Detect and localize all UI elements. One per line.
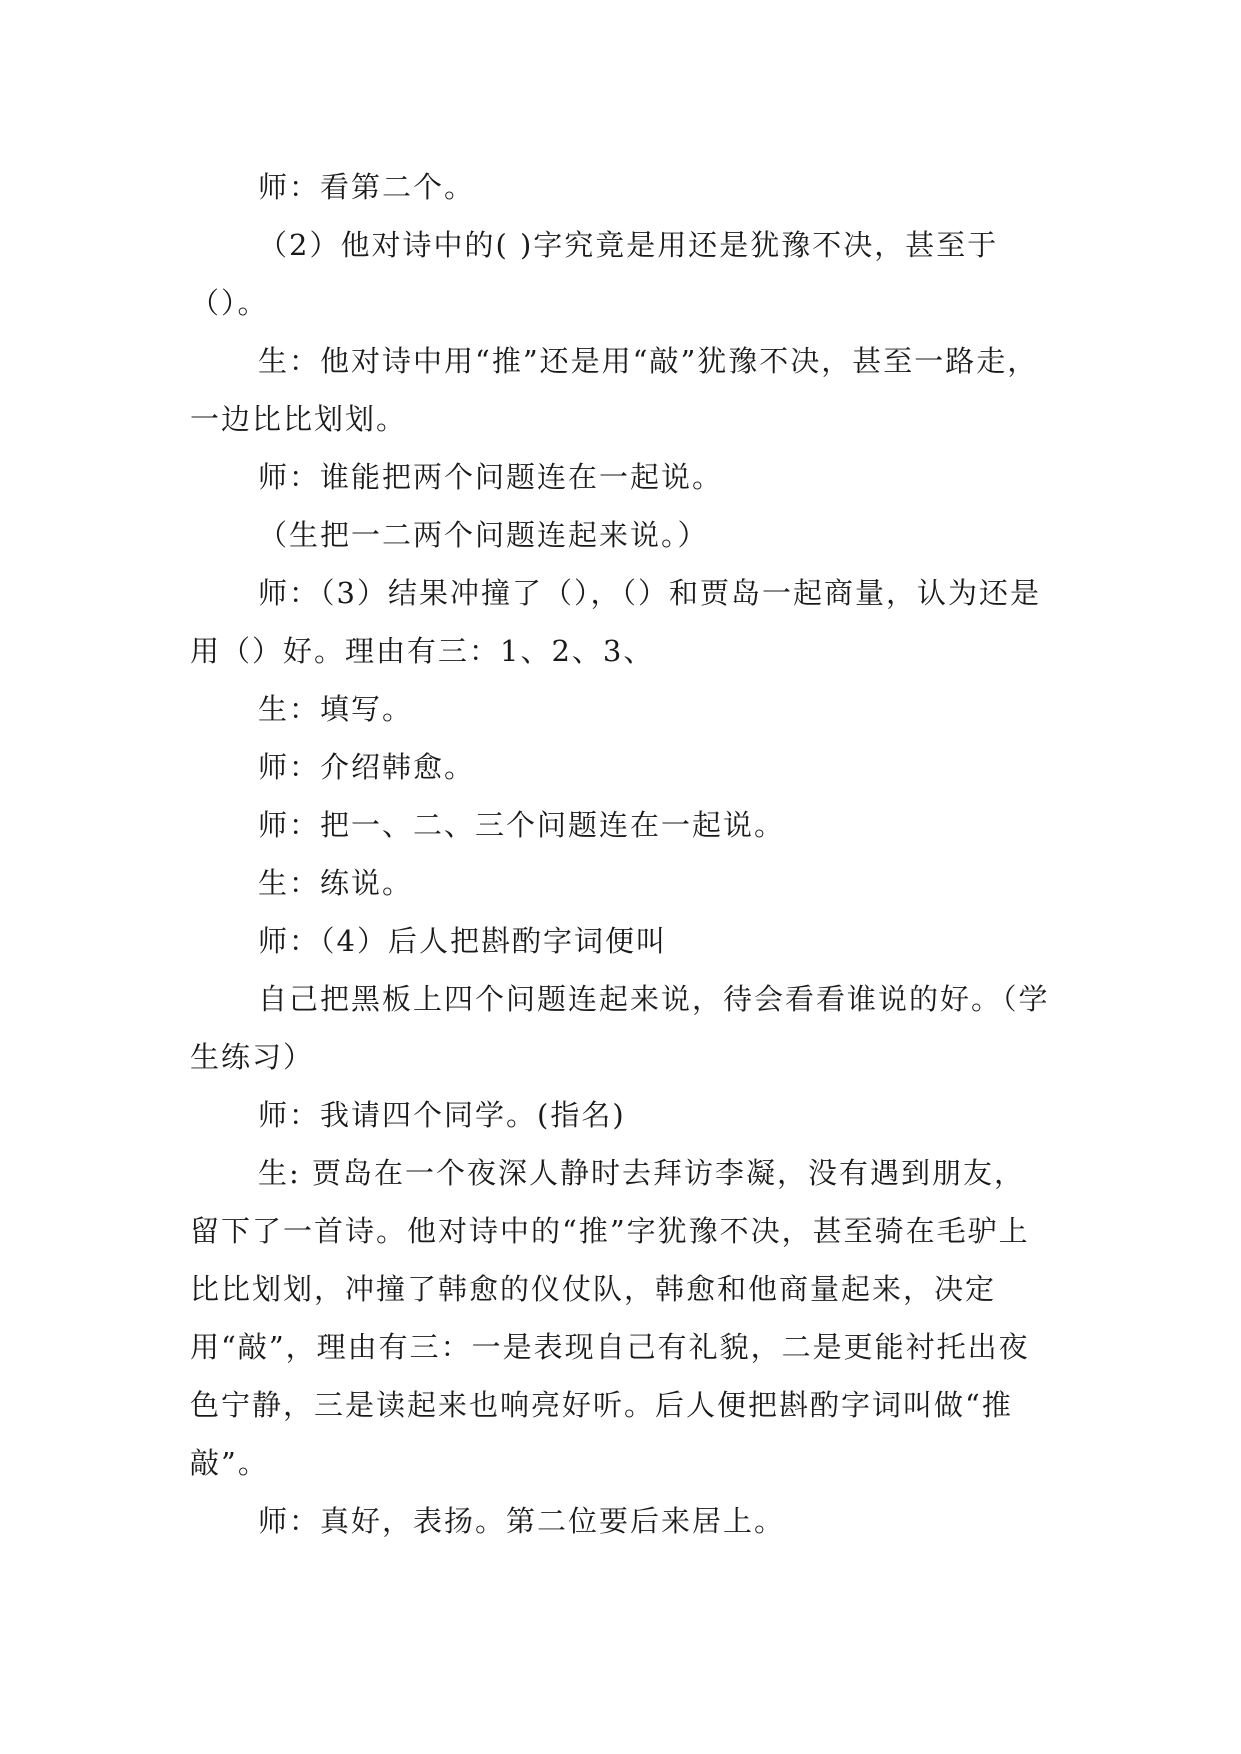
- paragraph-10: 生：练说。: [258, 866, 414, 900]
- paragraph-2: （2）他对诗中的( )字究竟是用还是犹豫不决，甚至于（）。: [190, 228, 999, 320]
- paragraph-1: 师：看第二个。: [258, 170, 476, 204]
- paragraph-6: 师：（3）结果冲撞了（），（）和贾岛一起商量，认为还是用（）好。理由有三：1、2、3、: [190, 576, 1041, 668]
- paragraph-4: 师：谁能把两个问题连在一起说。: [258, 460, 724, 494]
- paragraph-7: 生：填写。: [258, 692, 414, 726]
- paragraph-15: 师：真好，表扬。第二位要后来居上。: [258, 1504, 786, 1538]
- paragraph-12: 自己把黑板上四个问题连起来说，待会看看谁说的好。（学生练习）: [190, 982, 1050, 1074]
- paragraph-3: 生：他对诗中用“推”还是用“敲”犹豫不决，甚至一路走，一边比比划划。: [190, 344, 1039, 436]
- document-body: [190, 158, 1050, 1550]
- paragraph-5: （生把一二两个问题连起来说。）: [258, 518, 709, 552]
- paragraph-11: 师：（4）后人把斟酌字词便叫: [258, 924, 667, 958]
- paragraph-13: 师：我请四个同学。(指名): [258, 1098, 626, 1132]
- paragraph-9: 师：把一、二、三个问题连在一起说。: [258, 808, 786, 842]
- paragraph-8: 师：介绍韩愈。: [258, 750, 476, 784]
- paragraph-14: 生: 贾岛在一个夜深人静时去拜访李凝，没有遇到朋友，留下了一首诗。他对诗中的“推”字犹豫不决，甚至骑在毛驴上比比划划，冲撞了韩愈的仪仗队，韩愈和他商量起来，决定用“敲”，理由有三：一是表现自己有礼貌，二是更能衬托出夜色宁静，三是读起来也响亮好听。后人便把斟酌字词叫做“推敲”。: [190, 1156, 1030, 1480]
